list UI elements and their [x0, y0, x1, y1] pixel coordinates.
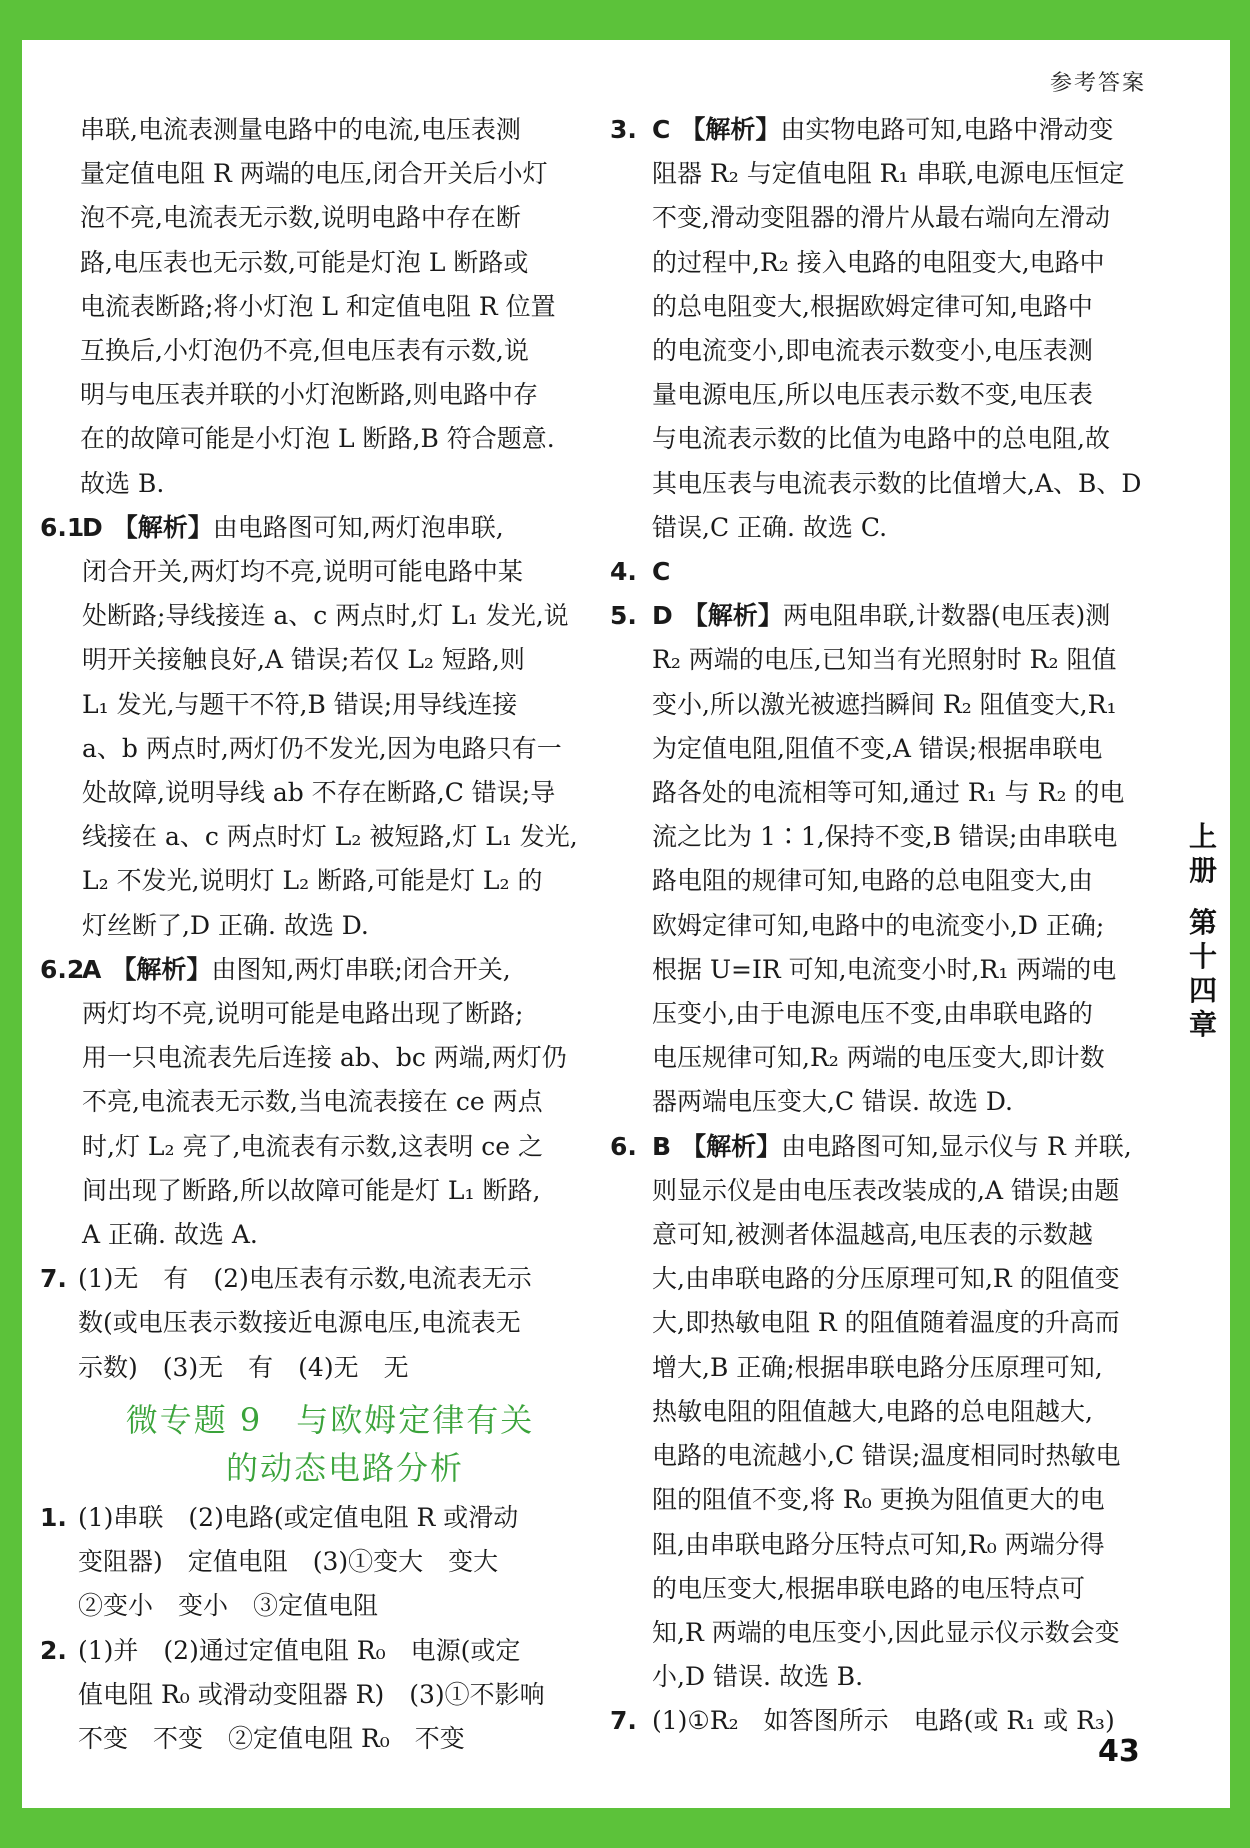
analysis-tag: 【解析】 — [682, 601, 783, 631]
text-line: 不亮,电流表无示数,当电流表接在 ce 两点 — [82, 1087, 543, 1117]
text-line: 数(或电压表示数接近电源电压,电流表无 — [78, 1308, 521, 1338]
text-line: 变小,所以激光被遮挡瞬间 R₂ 阻值变大,R₁ — [652, 689, 1117, 719]
answer-letter: B — [652, 1131, 672, 1161]
text-line: 互换后,小灯泡仍不亮,但电压表有示数,说 — [80, 336, 529, 366]
answer-6 — [610, 1125, 1150, 1700]
analysis-tag: 【解析】 — [680, 115, 781, 144]
text-line: 处故障,说明导线 ab 不存在断路,C 错误;导 — [82, 778, 556, 808]
text-line: a、b 两点时,两灯仍不发光,因为电路只有一 — [82, 733, 562, 763]
text-line: 小,D 错误. 故选 B. — [652, 1662, 864, 1692]
text-line: 电流表断路;将小灯泡 L 和定值电阻 R 位置 — [80, 291, 556, 321]
text-line: 两灯均不亮,说明可能是电路出现了断路; — [82, 999, 524, 1029]
text-line: (1)①R₂ 如答图所示 电路(或 R₁ 或 R₃) — [652, 1706, 1115, 1736]
question-number: 3. — [610, 115, 637, 144]
text-line: 不变 不变 ②定值电阻 R₀ 不变 — [78, 1723, 465, 1753]
analysis-tag: 【解析】 — [112, 512, 213, 542]
text-line: 阻,由串联电路分压特点可知,R₀ 两端分得 — [652, 1529, 1105, 1559]
answer-letter: A — [82, 954, 102, 984]
text-line: 明与电压表并联的小灯泡断路,则电路中存 — [80, 380, 538, 410]
text-line — [652, 550, 1150, 594]
text-line: 线接在 a、c 两点时灯 L₂ 被短路,灯 L₁ 发光, — [82, 822, 578, 852]
chapter-label: 第十四章 — [1189, 906, 1218, 1041]
text-line: C 【解析】由实物电路可知,电路中滑动变 — [652, 115, 1114, 144]
text-line: ②变小 变小 ③定值电阻 — [78, 1591, 379, 1621]
continued-answer — [40, 108, 590, 506]
answer-7 — [40, 1257, 590, 1390]
text-line: 不变,滑动变阻器的滑片从最右端向左滑动 — [652, 203, 1110, 233]
volume-label: 上册 — [1189, 820, 1218, 887]
question-number: 6.1 — [40, 512, 85, 542]
text-line: 用一只电流表先后连接 ab、bc 两端,两灯仍 — [82, 1043, 567, 1073]
text-line: 其电压表与电流表示数的比值增大,A、B、D — [652, 468, 1142, 498]
answer-6-2 — [40, 948, 590, 1257]
text-line: 在的故障可能是小灯泡 L 断路,B 符合题意. — [80, 424, 555, 454]
text-line: 串联,电流表测量电路中的电流,电压表测 — [80, 115, 521, 144]
question-number: 2. — [40, 1635, 67, 1665]
question-number: 5. — [610, 601, 637, 631]
text-line: 热敏电阻的阻值越大,电路的总电阻越大, — [652, 1396, 1093, 1426]
text-line: 量定值电阻 R 两端的电压,闭合开关后小灯 — [80, 159, 548, 189]
text-line: 的过程中,R₂ 接入电路的电阻变大,电路中 — [652, 247, 1105, 277]
question-number: 1. — [40, 1502, 67, 1532]
left-column — [40, 108, 590, 1761]
text-line: 增大,B 正确;根据串联电路分压原理可知, — [652, 1352, 1103, 1382]
answer-letter: C — [652, 115, 671, 144]
text-line: 电压规律可知,R₂ 两端的电压变大,即计数 — [652, 1043, 1105, 1073]
answer-letter: D — [652, 601, 673, 631]
text-line: 的电压变大,根据串联电路的电压特点可 — [652, 1573, 1085, 1603]
text-line: D 【解析】两电阻串联,计数器(电压表)测 — [652, 601, 1111, 631]
text-line: 与电流表示数的比值为电路中的总电阻,故 — [652, 424, 1110, 454]
text-line: 明开关接触良好,A 错误;若仅 L₂ 短路,则 — [82, 645, 525, 675]
text-line: 闭合开关,两灯均不亮,说明可能电路中某 — [82, 557, 523, 587]
text-line: 示数) (3)无 有 (4)无 无 — [78, 1352, 409, 1382]
text-line: (1)串联 (2)电路(或定值电阻 R 或滑动 — [78, 1502, 519, 1532]
text-line: 阻的阻值不变,将 R₀ 更换为阻值更大的电 — [652, 1485, 1105, 1515]
text-line: 路,电压表也无示数,可能是灯泡 L 断路或 — [80, 247, 529, 277]
text-line: 时,灯 L₂ 亮了,电流表有示数,这表明 ce 之 — [82, 1131, 544, 1161]
top-border — [0, 0, 1250, 40]
text-line: (1)并 (2)通过定值电阻 R₀ 电源(或定 — [78, 1635, 521, 1665]
text-line: 为定值电阻,阻值不变,A 错误;根据串联电 — [652, 733, 1103, 763]
text-line: 的总电阻变大,根据欧姆定律可知,电路中 — [652, 291, 1093, 321]
analysis-tag: 【解析】 — [681, 1131, 782, 1161]
bottom-border — [0, 1808, 1250, 1848]
question-number: 7. — [610, 1706, 637, 1736]
text-line: D 【解析】由电路图可知,两灯泡串联, — [82, 512, 504, 542]
text-line: 则显示仪是由电压表改装成的,A 错误;由题 — [652, 1175, 1120, 1205]
left-border — [0, 0, 22, 1848]
chapter-side-tab — [1176, 820, 1230, 1080]
answer-letter: C — [652, 557, 671, 587]
answer-7-right — [610, 1699, 1150, 1743]
answer-4 — [610, 550, 1150, 594]
section-answer-1 — [40, 1496, 590, 1629]
analysis-tag: 【解析】 — [111, 954, 212, 984]
text-line: 意可知,被测者体温越高,电压表的示数越 — [652, 1220, 1093, 1250]
question-number: 7. — [40, 1264, 67, 1294]
text-line: L₁ 发光,与题干不符,B 错误;用导线连接 — [82, 689, 518, 719]
text-line: 值电阻 R₀ 或滑动变阻器 R) (3)①不影响 — [78, 1679, 545, 1709]
section-answer-2 — [40, 1629, 590, 1762]
header-label: 参考答案 — [1049, 71, 1146, 96]
question-number: 6. — [610, 1131, 637, 1161]
text-line: 器两端电压变大,C 错误. 故选 D. — [652, 1087, 1013, 1117]
answer-5 — [610, 594, 1150, 1124]
text-line: R₂ 两端的电压,已知当有光照射时 R₂ 阻值 — [652, 645, 1117, 675]
answer-6-1 — [40, 506, 590, 948]
text-line: 欧姆定律可知,电路中的电流变小,D 正确; — [652, 910, 1105, 940]
text-line: 的电流变小,即电流表示数变小,电压表测 — [652, 336, 1093, 366]
text-line: 变阻器) 定值电阻 (3)①变大 变大 — [78, 1547, 499, 1577]
text-line: 灯丝断了,D 正确. 故选 D. — [82, 910, 369, 940]
text-line: 流之比为 1∶1,保持不变,B 错误;由串联电 — [652, 822, 1118, 852]
answer-3 — [610, 108, 1150, 550]
question-number: 6.2 — [40, 954, 85, 984]
section-title-line: 的动态电路分析 — [225, 1448, 464, 1487]
text-line: 电路的电流越小,C 错误;温度相同时热敏电 — [652, 1441, 1121, 1471]
text-line: 泡不亮,电流表无示数,说明电路中存在断 — [80, 203, 521, 233]
text-line: A 【解析】由图知,两灯串联;闭合开关, — [82, 954, 511, 984]
text-line: B 【解析】由电路图可知,显示仪与 R 并联, — [652, 1131, 1132, 1161]
text-line: 路电阻的规律可知,电路的总电阻变大,由 — [652, 866, 1093, 896]
text-line: 知,R 两端的电压变小,因此显示仪示数会变 — [652, 1617, 1120, 1647]
text-line: A 正确. 故选 A. — [82, 1220, 258, 1250]
text-line: 大,由串联电路的分压原理可知,R 的阻值变 — [652, 1264, 1120, 1294]
text-line: 量电源电压,所以电压表示数不变,电压表 — [652, 380, 1093, 410]
text-line: 间出现了断路,所以故障可能是灯 L₁ 断路, — [82, 1175, 541, 1205]
text-line: 压变小,由于电源电压不变,由串联电路的 — [652, 999, 1093, 1029]
text-line: 处断路;导线接连 a、c 两点时,灯 L₁ 发光,说 — [82, 601, 569, 631]
page-number: 43 — [1098, 1734, 1140, 1769]
text-line: 故选 B. — [80, 468, 165, 498]
text-line: 阻器 R₂ 与定值电阻 R₁ 串联,电源电压恒定 — [652, 159, 1125, 189]
section-title-line: 微专题 9 与欧姆定律有关 — [125, 1400, 535, 1439]
text-line: 错误,C 正确. 故选 C. — [652, 512, 888, 542]
text-line: (1)无 有 (2)电压表有示数,电流表无示 — [78, 1264, 532, 1294]
question-number: 4. — [610, 557, 637, 587]
text-line: 大,即热敏电阻 R 的阻值随着温度的升高而 — [652, 1308, 1120, 1338]
right-column — [610, 108, 1150, 1744]
section-title — [40, 1396, 590, 1492]
text-line: 路各处的电流相等可知,通过 R₁ 与 R₂ 的电 — [652, 778, 1125, 808]
text-line: L₂ 不发光,说明灯 L₂ 断路,可能是灯 L₂ 的 — [82, 866, 543, 896]
right-border — [1230, 0, 1250, 1848]
text-line: 根据 U=IR 可知,电流变小时,R₁ 两端的电 — [652, 954, 1117, 984]
answer-letter: D — [82, 512, 103, 542]
